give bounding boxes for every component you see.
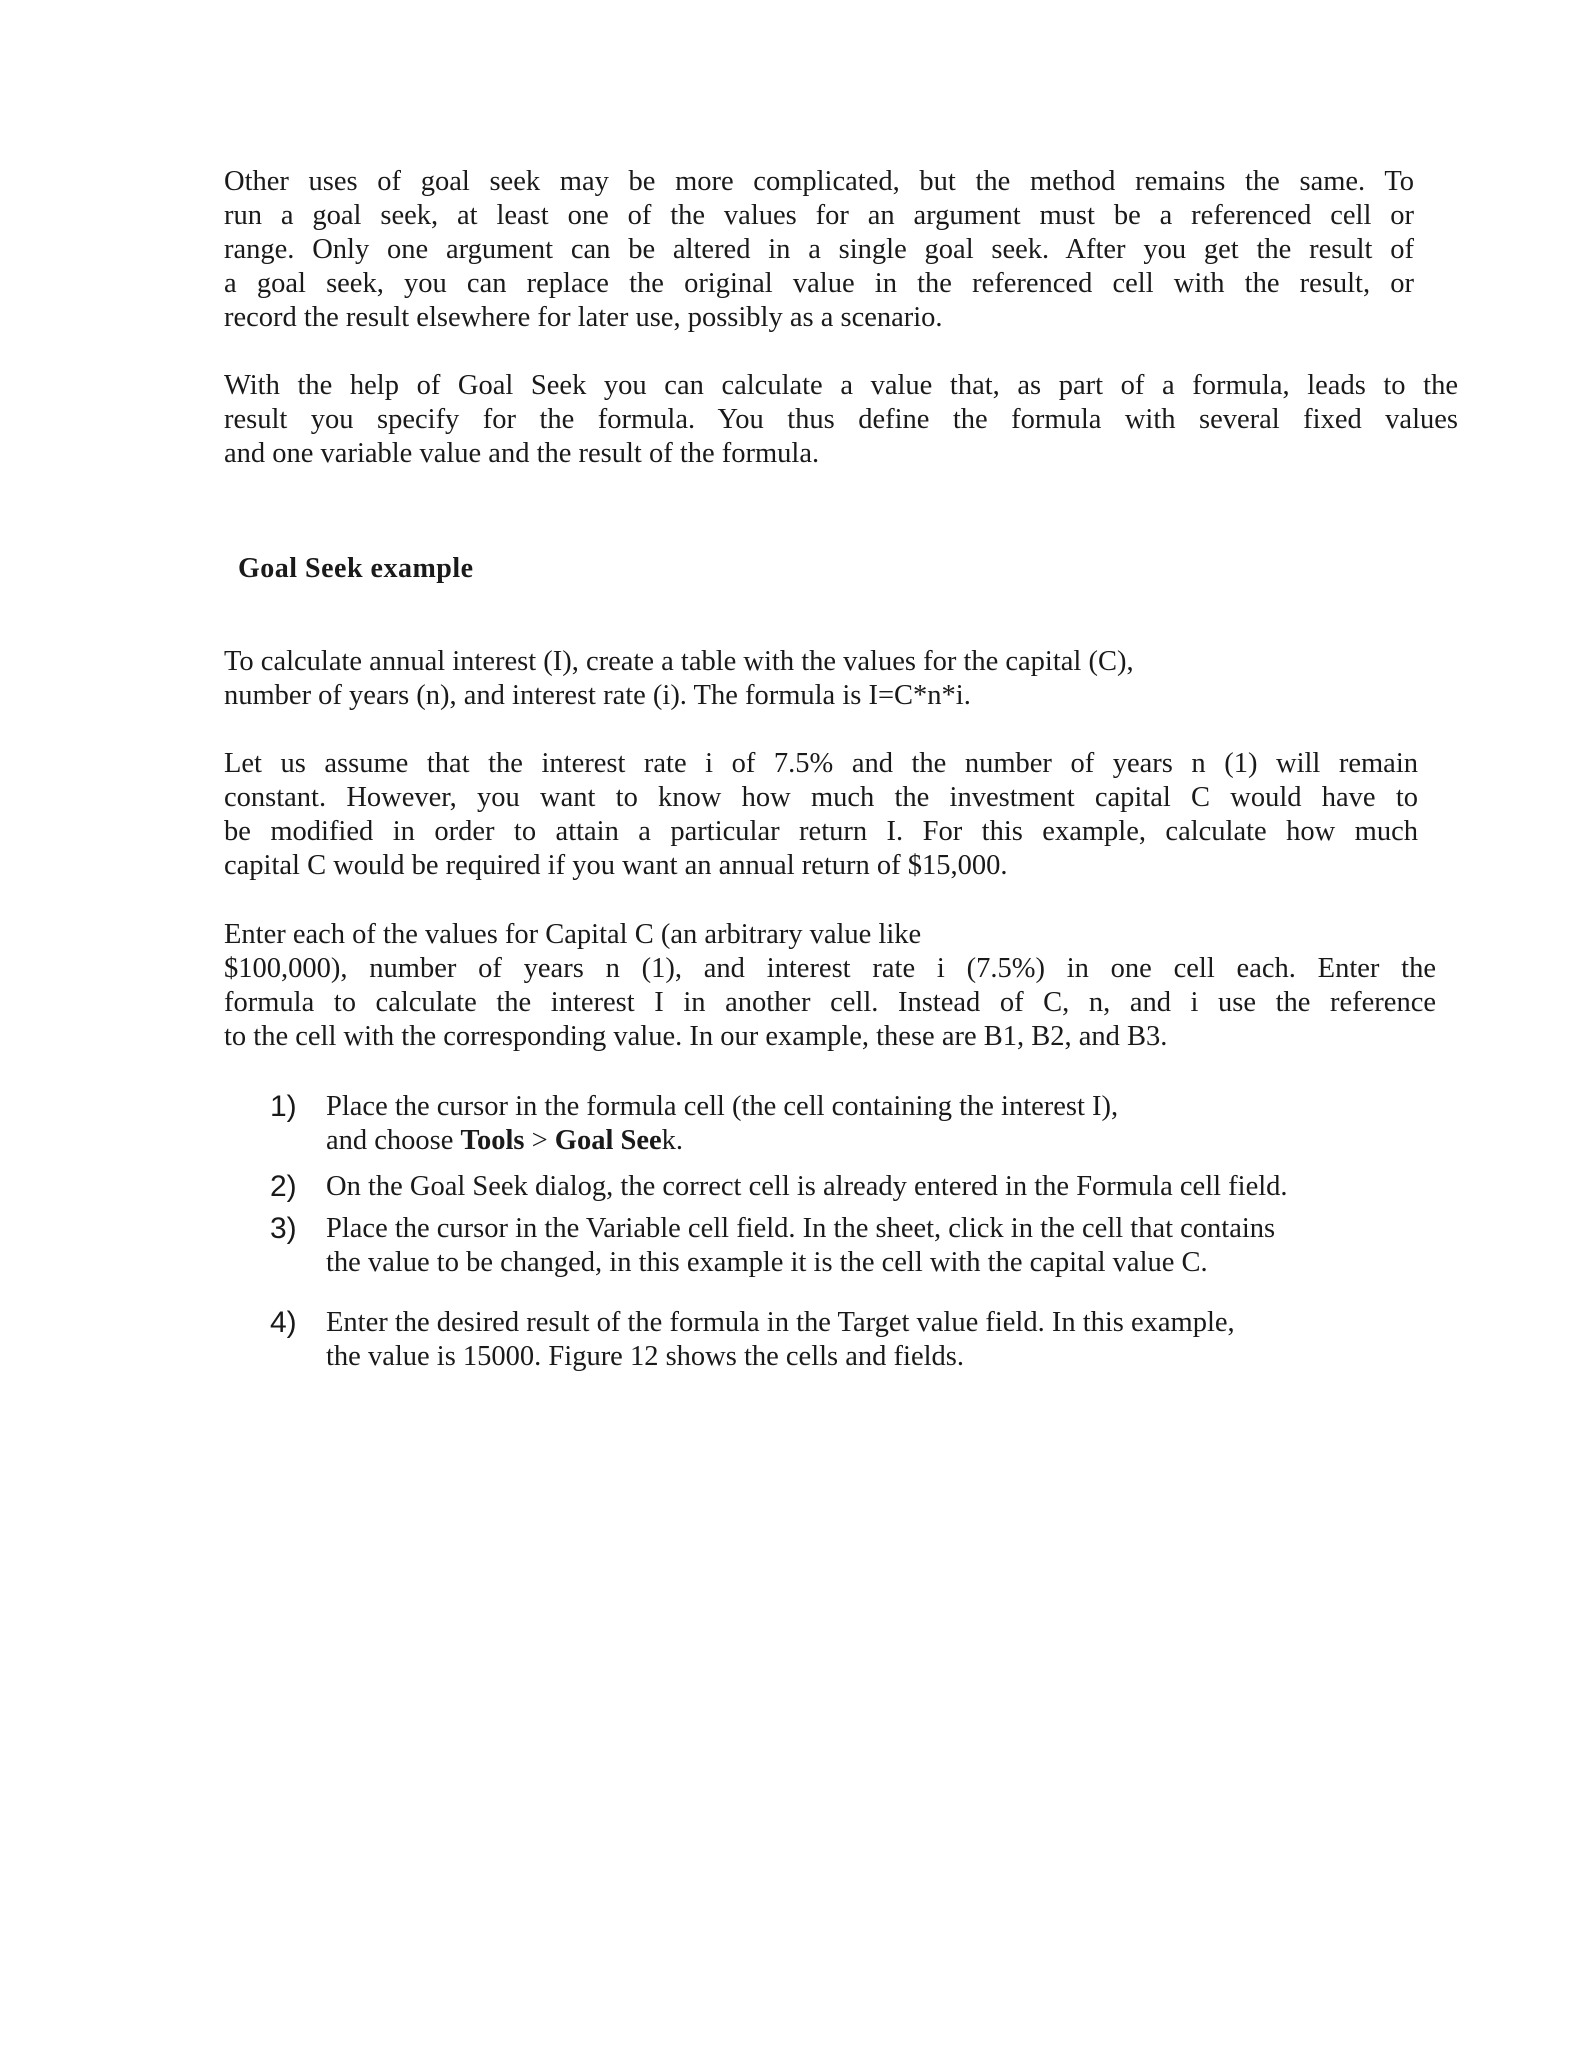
paragraph-line: capital C would be required if you want an annual return of $15,000. [224,850,1008,881]
list-item-step-1 [270,1090,1470,1160]
paragraph-goal-seek-help [224,369,1458,471]
list-text-line: the value is 15000. Figure 12 shows the cells and fields. [326,1341,964,1372]
menu-goal-seek: Goal See [554,1125,662,1156]
paragraph-line: constant. However, you want to know how much the investment capital C would have to [224,782,1418,813]
list-text-line: On the Goal Seek dialog, the correct cell is already entered in the Formula cell field. [326,1171,1288,1202]
paragraph-line: Let us assume that the interest rate i of 7.5% and the number of years n (1) will remain [224,748,1418,779]
list-item-step-2 [270,1170,1470,1206]
list-text-fragment: and choose [326,1125,461,1156]
paragraph-line: and one variable value and the result of the formula. [224,438,820,469]
list-text-line: Place the cursor in the formula cell (the cell containing the interest I), [326,1091,1119,1122]
menu-goal-seek-rest: k. [661,1125,684,1156]
menu-tools: Tools [460,1125,525,1156]
list-text-line: the value to be changed, in this example it is the cell with the capital value C. [326,1247,1208,1278]
list-item-step-3 [270,1212,1470,1282]
paragraph-line: run a goal seek, at least one of the values for an argument must be a referenced cell or [224,200,1414,231]
paragraph-interest-formula [224,645,1134,713]
menu-separator: > [524,1125,555,1156]
paragraph-line: With the help of Goal Seek you can calculate a value that, as part of a formula, leads to the [224,370,1458,401]
paragraph-line: to the cell with the corresponding value. In our example, these are B1, B2, and B3. [224,1021,1168,1052]
paragraph-enter-values [224,918,1436,1054]
paragraph-line: To calculate annual interest (I), create a table with the values for the capital (C), [224,646,1134,677]
list-item-step-4 [270,1306,1470,1376]
paragraph-line: a goal seek, you can replace the original value in the referenced cell with the result, or [224,268,1414,299]
paragraph-line: result you specify for the formula. You thus define the formula with several fixed values [224,404,1458,435]
list-text [326,1306,1235,1374]
paragraph-line: range. Only one argument can be altered in a single goal seek. After you get the result of [224,234,1414,265]
paragraph-line: Enter each of the values for Capital C (an arbitrary value like [224,919,922,950]
paragraph-line: $100,000), number of years n (1), and interest rate i (7.5%) in one cell each. Enter the [224,953,1436,984]
paragraph-assumption [224,747,1418,883]
list-text-line [326,1124,1118,1158]
list-number: 3) [270,1212,297,1245]
paragraph-line: Other uses of goal seek may be more complicated, but the method remains the same. To [224,166,1414,197]
list-number: 4) [270,1306,297,1339]
paragraph-line: be modified in order to attain a particular return I. For this example, calculate how much [224,816,1418,847]
list-number: 1) [270,1090,297,1123]
list-number: 2) [270,1170,297,1203]
paragraph-line: number of years (n), and interest rate (i). The formula is I=C*n*i. [224,680,971,711]
section-heading: Goal Seek example [238,553,474,584]
paragraph-line: formula to calculate the interest I in another cell. Instead of C, n, and i use the reference [224,987,1436,1018]
list-text-line: Enter the desired result of the formula in the Target value field. In this example, [326,1307,1235,1338]
list-text [326,1090,1118,1158]
paragraph-line: record the result elsewhere for later use, possibly as a scenario. [224,302,943,333]
list-text [326,1212,1275,1280]
list-text [326,1170,1288,1204]
list-text-line: Place the cursor in the Variable cell field. In the sheet, click in the cell that contains [326,1213,1276,1244]
paragraph-goal-seek-uses [224,165,1414,335]
